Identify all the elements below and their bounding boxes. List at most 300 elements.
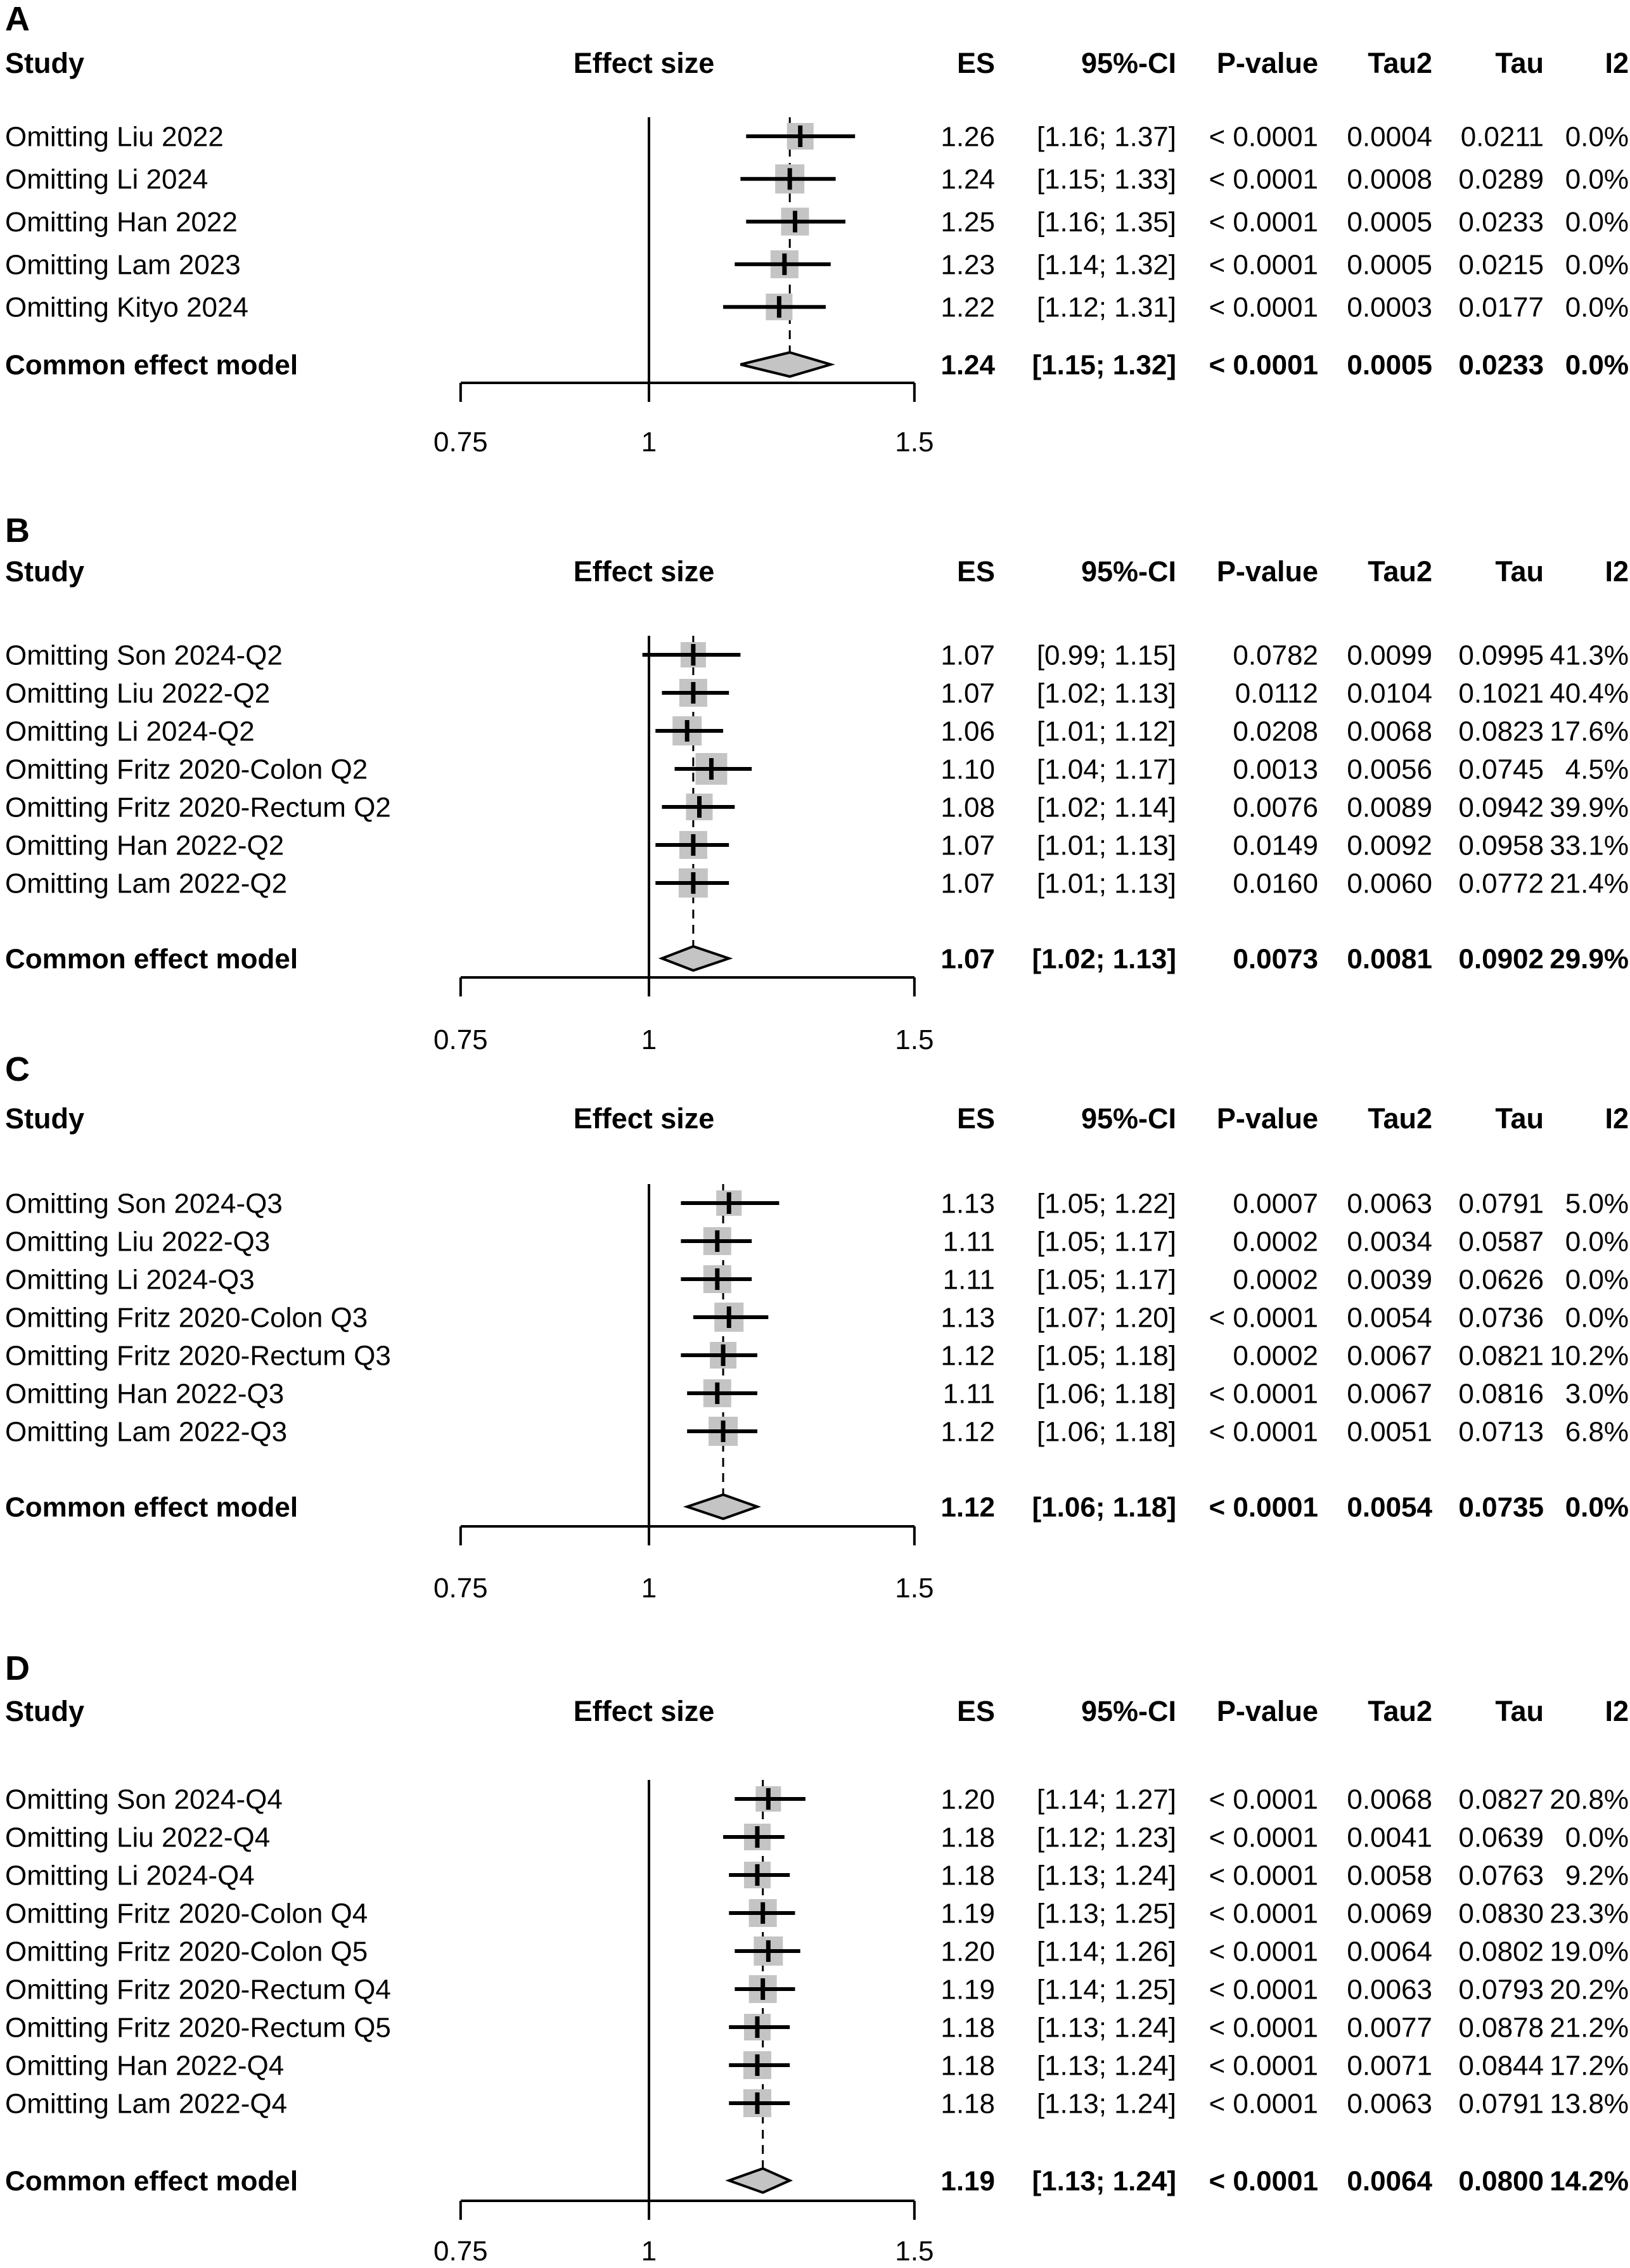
p-value: 0.0002 — [1233, 1264, 1318, 1296]
ci-value: [1.02; 1.14] — [1036, 792, 1176, 823]
tau2-value: 0.0068 — [1347, 716, 1432, 747]
es-value: 1.23 — [940, 249, 995, 281]
forest-row — [5, 2088, 1629, 2119]
forest-row — [5, 1974, 1629, 2005]
common-effect-row — [5, 349, 1629, 380]
forest-row — [5, 249, 1629, 280]
tau-value: 0.0958 — [1458, 830, 1544, 861]
column-header-p-value: P-value — [1216, 1102, 1318, 1135]
i2-value: 33.1% — [1550, 830, 1629, 861]
tau-value: 0.0821 — [1458, 1340, 1544, 1372]
forest-row — [5, 830, 1629, 861]
p-value: 0.0076 — [1233, 792, 1318, 823]
axis-tick-label: 1 — [641, 2236, 657, 2267]
effect-marker — [782, 254, 786, 275]
common-effect-label: Common effect model — [5, 1492, 298, 1523]
axis-tick-label: 1 — [641, 1573, 657, 1604]
es-value: 1.07 — [940, 943, 995, 975]
forest-row — [5, 207, 1629, 238]
tau-value: 0.0942 — [1458, 792, 1544, 823]
es-value: 1.26 — [940, 121, 995, 153]
study-label: Omitting Lam 2022-Q4 — [5, 2088, 288, 2120]
column-header-tau2: Tau2 — [1368, 1695, 1432, 1727]
p-value: < 0.0001 — [1209, 249, 1318, 281]
forest-row — [5, 1416, 1629, 1447]
forest-row — [5, 640, 1629, 671]
es-value: 1.06 — [940, 716, 995, 747]
p-value: < 0.0001 — [1209, 164, 1318, 195]
es-value: 1.19 — [940, 1898, 995, 1930]
common-effect-row — [5, 1492, 1629, 1523]
study-label: Omitting Fritz 2020-Rectum Q5 — [5, 2012, 391, 2044]
pooled-diamond — [729, 2168, 790, 2193]
es-value: 1.25 — [940, 207, 995, 238]
i2-value: 40.4% — [1550, 678, 1629, 709]
column-header-tau2: Tau2 — [1368, 47, 1432, 79]
column-header-i2: I2 — [1605, 1102, 1629, 1135]
tau-value: 0.0827 — [1458, 1784, 1544, 1815]
forest-row — [5, 716, 1629, 747]
forest-row — [5, 2050, 1629, 2081]
ci-value: [1.01; 1.12] — [1036, 716, 1176, 747]
p-value: < 0.0001 — [1209, 2165, 1318, 2197]
p-value: < 0.0001 — [1209, 2088, 1318, 2120]
forest-row — [5, 1264, 1629, 1295]
p-value: < 0.0001 — [1209, 1378, 1318, 1410]
tau2-value: 0.0004 — [1347, 121, 1432, 153]
common-effect-label: Common effect model — [5, 943, 298, 975]
i2-value: 0.0% — [1565, 292, 1629, 323]
pooled-diamond — [662, 946, 729, 970]
forest-row — [5, 1226, 1629, 1257]
study-label: Omitting Li 2024-Q4 — [5, 1860, 255, 1891]
i2-value: 41.3% — [1550, 640, 1629, 671]
study-label: Omitting Lam 2023 — [5, 249, 241, 281]
tau-value: 0.0772 — [1458, 868, 1544, 899]
es-value: 1.07 — [940, 830, 995, 861]
p-value: 0.0112 — [1235, 678, 1318, 709]
axis-tick-label: 1 — [641, 427, 657, 458]
x-axis — [433, 383, 934, 458]
tau-value: 0.0830 — [1458, 1898, 1544, 1930]
p-value: 0.0149 — [1233, 830, 1318, 861]
column-header-ci: 95%-CI — [1081, 1102, 1176, 1135]
effect-marker — [709, 758, 714, 780]
effect-marker — [715, 1382, 719, 1404]
i2-value: 0.0% — [1565, 207, 1629, 238]
es-value: 1.19 — [940, 1974, 995, 2006]
study-label: Omitting Liu 2022-Q4 — [5, 1822, 271, 1853]
forest-row — [5, 1188, 1629, 1219]
i2-value: 0.0% — [1565, 349, 1629, 381]
es-value: 1.18 — [940, 2012, 995, 2044]
effect-marker — [755, 2016, 759, 2038]
study-label: Omitting Fritz 2020-Colon Q5 — [5, 1936, 368, 1968]
study-label: Omitting Fritz 2020-Colon Q2 — [5, 754, 368, 785]
tau-value: 0.0587 — [1458, 1226, 1544, 1258]
column-header-tau: Tau — [1495, 1102, 1544, 1135]
tau2-value: 0.0092 — [1347, 830, 1432, 861]
study-label: Omitting Liu 2022-Q2 — [5, 678, 271, 709]
tau-value: 0.0626 — [1458, 1264, 1544, 1296]
column-header-es: ES — [956, 1102, 995, 1135]
i2-value: 20.8% — [1550, 1784, 1629, 1815]
tau-value: 0.0844 — [1458, 2050, 1544, 2082]
common-effect-row — [5, 943, 1629, 974]
study-label: Omitting Liu 2022 — [5, 121, 224, 153]
tau2-value: 0.0060 — [1347, 868, 1432, 899]
p-value: 0.0160 — [1233, 868, 1318, 899]
effect-marker — [760, 1902, 765, 1924]
column-header-effect-size: Effect size — [573, 555, 715, 588]
tau2-value: 0.0069 — [1347, 1898, 1432, 1930]
x-axis — [433, 1526, 934, 1604]
study-label: Omitting Fritz 2020-Colon Q4 — [5, 1898, 368, 1930]
panel-label: A — [5, 0, 30, 38]
column-header-tau: Tau — [1495, 555, 1544, 588]
study-label: Omitting Han 2022 — [5, 207, 238, 238]
tau2-value: 0.0064 — [1347, 1936, 1432, 1968]
i2-value: 17.2% — [1550, 2050, 1629, 2082]
study-label: Omitting Han 2022-Q4 — [5, 2050, 285, 2082]
tau2-value: 0.0067 — [1347, 1378, 1432, 1410]
ci-value: [1.12; 1.23] — [1036, 1822, 1176, 1853]
effect-marker — [697, 796, 702, 818]
p-value: < 0.0001 — [1209, 1416, 1318, 1448]
tau2-value: 0.0064 — [1347, 2165, 1432, 2197]
tau2-value: 0.0008 — [1347, 164, 1432, 195]
column-header-ci: 95%-CI — [1081, 555, 1176, 588]
tau2-value: 0.0063 — [1347, 2088, 1432, 2120]
forest-row — [5, 1302, 1629, 1333]
tau2-value: 0.0063 — [1347, 1974, 1432, 2006]
tau-value: 0.0735 — [1458, 1492, 1544, 1523]
i2-value: 0.0% — [1565, 164, 1629, 195]
es-value: 1.11 — [942, 1378, 995, 1410]
i2-value: 17.6% — [1550, 716, 1629, 747]
panel-label: C — [5, 1050, 30, 1088]
axis-tick-label: 1.5 — [895, 1573, 934, 1604]
tau-value: 0.0800 — [1458, 2165, 1544, 2197]
axis-tick-label: 1 — [641, 1024, 657, 1055]
effect-marker — [691, 644, 695, 666]
forest-row — [5, 2012, 1629, 2043]
tau2-value: 0.0005 — [1347, 349, 1432, 381]
column-header-es: ES — [956, 555, 995, 588]
ci-value: [1.14; 1.26] — [1036, 1936, 1176, 1968]
forest-row — [5, 292, 1629, 323]
study-label: Omitting Son 2024-Q3 — [5, 1188, 283, 1220]
column-header-i2: I2 — [1605, 47, 1629, 79]
p-value: < 0.0001 — [1209, 349, 1318, 381]
study-label: Omitting Son 2024-Q4 — [5, 1784, 283, 1815]
study-label: Omitting Han 2022-Q2 — [5, 830, 285, 861]
study-label: Omitting Li 2024 — [5, 164, 209, 195]
ci-value: [0.99; 1.15] — [1036, 640, 1176, 671]
study-label: Omitting Kityo 2024 — [5, 292, 248, 323]
study-label: Omitting Son 2024-Q2 — [5, 640, 283, 671]
tau-value: 0.0802 — [1458, 1936, 1544, 1968]
ci-value: [1.14; 1.32] — [1036, 249, 1176, 281]
p-value: 0.0002 — [1233, 1340, 1318, 1372]
column-header-effect-size: Effect size — [573, 1102, 715, 1135]
column-header-i2: I2 — [1605, 555, 1629, 588]
p-value: < 0.0001 — [1209, 2012, 1318, 2044]
axis-tick-label: 0.75 — [433, 427, 488, 458]
x-axis — [433, 2201, 934, 2267]
i2-value: 0.0% — [1565, 1226, 1629, 1258]
effect-marker — [766, 1788, 771, 1810]
ci-value: [1.04; 1.17] — [1036, 754, 1176, 785]
effect-marker — [788, 168, 792, 190]
tau2-value: 0.0034 — [1347, 1226, 1432, 1258]
ci-value: [1.05; 1.22] — [1036, 1188, 1176, 1220]
tau-value: 0.0816 — [1458, 1378, 1544, 1410]
tau2-value: 0.0056 — [1347, 754, 1432, 785]
axis-tick-label: 1.5 — [895, 1024, 934, 1055]
tau-value: 0.0177 — [1458, 292, 1544, 323]
effect-marker — [685, 720, 690, 742]
ci-value: [1.02; 1.13] — [1032, 943, 1176, 975]
tau-value: 0.0878 — [1458, 2012, 1544, 2044]
tau2-value: 0.0058 — [1347, 1860, 1432, 1891]
ci-value: [1.06; 1.18] — [1036, 1416, 1176, 1448]
effect-marker — [691, 872, 695, 894]
column-header-ci: 95%-CI — [1081, 47, 1176, 79]
es-value: 1.11 — [942, 1264, 995, 1296]
es-value: 1.11 — [942, 1226, 995, 1258]
i2-value: 4.5% — [1565, 754, 1629, 785]
i2-value: 5.0% — [1565, 1188, 1629, 1220]
i2-value: 6.8% — [1565, 1416, 1629, 1448]
i2-value: 10.2% — [1550, 1340, 1629, 1372]
study-label: Omitting Liu 2022-Q3 — [5, 1226, 271, 1258]
i2-value: 39.9% — [1550, 792, 1629, 823]
tau2-value: 0.0081 — [1347, 943, 1432, 975]
column-header-tau2: Tau2 — [1368, 1102, 1432, 1135]
axis-tick-label: 1.5 — [895, 427, 934, 458]
p-value: < 0.0001 — [1209, 2050, 1318, 2082]
tau2-value: 0.0003 — [1347, 292, 1432, 323]
es-value: 1.07 — [940, 678, 995, 709]
ci-value: [1.15; 1.33] — [1036, 164, 1176, 195]
ci-value: [1.13; 1.24] — [1036, 2050, 1176, 2082]
axis-tick-label: 1.5 — [895, 2236, 934, 2267]
effect-marker — [727, 1306, 731, 1328]
p-value: 0.0002 — [1233, 1226, 1318, 1258]
tau-value: 0.0793 — [1458, 1974, 1544, 2006]
ci-value: [1.13; 1.24] — [1036, 1860, 1176, 1891]
es-value: 1.22 — [940, 292, 995, 323]
effect-marker — [777, 296, 781, 318]
es-value: 1.19 — [940, 2165, 995, 2197]
axis-tick-label: 0.75 — [433, 1024, 488, 1055]
i2-value: 14.2% — [1550, 2165, 1629, 2197]
tau-value: 0.0215 — [1458, 249, 1544, 281]
tau2-value: 0.0089 — [1347, 792, 1432, 823]
ci-value: [1.15; 1.32] — [1032, 349, 1176, 381]
tau-value: 0.0639 — [1458, 1822, 1544, 1853]
es-value: 1.24 — [940, 164, 995, 195]
i2-value: 0.0% — [1565, 1302, 1629, 1334]
es-value: 1.24 — [940, 349, 995, 381]
es-value: 1.12 — [940, 1416, 995, 1448]
es-value: 1.12 — [940, 1340, 995, 1372]
i2-value: 0.0% — [1565, 1822, 1629, 1853]
panel-label: B — [5, 512, 30, 550]
pooled-diamond — [740, 352, 830, 377]
p-value: < 0.0001 — [1209, 121, 1318, 153]
tau2-value: 0.0063 — [1347, 1188, 1432, 1220]
p-value: < 0.0001 — [1209, 1936, 1318, 1968]
p-value: < 0.0001 — [1209, 1302, 1318, 1334]
p-value: 0.0782 — [1233, 640, 1318, 671]
es-value: 1.18 — [940, 1822, 995, 1853]
ci-value: [1.07; 1.20] — [1036, 1302, 1176, 1334]
es-value: 1.13 — [940, 1302, 995, 1334]
effect-marker — [793, 211, 797, 233]
p-value: < 0.0001 — [1209, 1860, 1318, 1891]
panel-A — [5, 0, 1629, 458]
effect-marker — [798, 126, 802, 147]
es-value: 1.10 — [940, 754, 995, 785]
i2-value: 20.2% — [1550, 1974, 1629, 2006]
study-label: Omitting Fritz 2020-Rectum Q4 — [5, 1974, 391, 2006]
effect-marker — [691, 834, 695, 856]
tau-value: 0.0763 — [1458, 1860, 1544, 1891]
tau2-value: 0.0054 — [1347, 1302, 1432, 1334]
i2-value: 3.0% — [1565, 1378, 1629, 1410]
i2-value: 9.2% — [1565, 1860, 1629, 1891]
forest-row — [5, 868, 1629, 899]
tau-value: 0.0233 — [1458, 349, 1544, 381]
ci-value: [1.16; 1.35] — [1036, 207, 1176, 238]
forest-row — [5, 1378, 1629, 1409]
ci-value: [1.06; 1.18] — [1036, 1378, 1176, 1410]
es-value: 1.20 — [940, 1784, 995, 1815]
p-value: < 0.0001 — [1209, 1898, 1318, 1930]
study-label: Omitting Li 2024-Q2 — [5, 716, 255, 747]
tau2-value: 0.0054 — [1347, 1492, 1432, 1523]
tau2-value: 0.0077 — [1347, 2012, 1432, 2044]
column-header-p-value: P-value — [1216, 1695, 1318, 1727]
tau-value: 0.1021 — [1458, 678, 1544, 709]
ci-value: [1.14; 1.25] — [1036, 1974, 1176, 2006]
p-value: < 0.0001 — [1209, 1822, 1318, 1853]
panel-B — [5, 512, 1629, 1055]
effect-marker — [755, 2092, 759, 2114]
tau-value: 0.0745 — [1458, 754, 1544, 785]
column-header-study: Study — [5, 47, 85, 79]
study-label: Omitting Fritz 2020-Rectum Q3 — [5, 1340, 391, 1372]
ci-value: [1.13; 1.24] — [1036, 2012, 1176, 2044]
effect-marker — [721, 1421, 726, 1442]
ci-value: [1.06; 1.18] — [1032, 1492, 1176, 1523]
column-header-effect-size: Effect size — [573, 1695, 715, 1727]
es-value: 1.12 — [940, 1492, 995, 1523]
p-value: < 0.0001 — [1209, 292, 1318, 323]
tau-value: 0.0289 — [1458, 164, 1544, 195]
p-value: 0.0007 — [1233, 1188, 1318, 1220]
tau2-value: 0.0071 — [1347, 2050, 1432, 2082]
ci-value: [1.05; 1.17] — [1036, 1264, 1176, 1296]
effect-marker — [727, 1192, 731, 1214]
column-header-tau: Tau — [1495, 47, 1544, 79]
i2-value: 0.0% — [1565, 249, 1629, 281]
tau-value: 0.0233 — [1458, 207, 1544, 238]
es-value: 1.18 — [940, 2088, 995, 2120]
forest-row — [5, 1936, 1629, 1967]
p-value: < 0.0001 — [1209, 207, 1318, 238]
es-value: 1.18 — [940, 1860, 995, 1891]
i2-value: 29.9% — [1550, 943, 1629, 975]
study-label: Omitting Han 2022-Q3 — [5, 1378, 285, 1410]
tau-value: 0.0713 — [1458, 1416, 1544, 1448]
tau2-value: 0.0039 — [1347, 1264, 1432, 1296]
i2-value: 13.8% — [1550, 2088, 1629, 2120]
study-label: Omitting Lam 2022-Q3 — [5, 1416, 288, 1448]
forest-row — [5, 792, 1629, 823]
forest-row — [5, 1822, 1629, 1853]
forest-row — [5, 164, 1629, 195]
p-value: < 0.0001 — [1209, 1974, 1318, 2006]
tau-value: 0.0791 — [1458, 2088, 1544, 2120]
column-header-es: ES — [956, 1695, 995, 1727]
i2-value: 21.2% — [1550, 2012, 1629, 2044]
i2-value: 0.0% — [1565, 1492, 1629, 1523]
tau-value: 0.0902 — [1458, 943, 1544, 975]
effect-marker — [755, 2054, 759, 2076]
tau2-value: 0.0068 — [1347, 1784, 1432, 1815]
ci-value: [1.13; 1.24] — [1032, 2165, 1176, 2197]
es-value: 1.07 — [940, 640, 995, 671]
study-label: Omitting Fritz 2020-Colon Q3 — [5, 1302, 368, 1334]
ci-value: [1.01; 1.13] — [1036, 830, 1176, 861]
study-label: Omitting Li 2024-Q3 — [5, 1264, 255, 1296]
x-axis — [433, 977, 934, 1055]
panel-D — [5, 1649, 1629, 2267]
ci-value: [1.12; 1.31] — [1036, 292, 1176, 323]
p-value: 0.0013 — [1233, 754, 1318, 785]
effect-marker — [715, 1230, 719, 1252]
ci-value: [1.16; 1.37] — [1036, 121, 1176, 153]
study-label: Omitting Lam 2022-Q2 — [5, 868, 288, 899]
tau2-value: 0.0051 — [1347, 1416, 1432, 1448]
column-header-p-value: P-value — [1216, 555, 1318, 588]
column-header-es: ES — [956, 47, 995, 79]
tau-value: 0.0736 — [1458, 1302, 1544, 1334]
forest-row — [5, 678, 1629, 709]
tau-value: 0.0823 — [1458, 716, 1544, 747]
forest-row — [5, 1860, 1629, 1891]
p-value: < 0.0001 — [1209, 1784, 1318, 1815]
effect-marker — [766, 1940, 771, 1962]
forest-row — [5, 1898, 1629, 1929]
effect-marker — [755, 1864, 759, 1886]
tau-value: 0.0211 — [1460, 121, 1544, 153]
p-value: < 0.0001 — [1209, 1492, 1318, 1523]
column-header-tau: Tau — [1495, 1695, 1544, 1727]
column-header-i2: I2 — [1605, 1695, 1629, 1727]
axis-tick-label: 0.75 — [433, 1573, 488, 1604]
tau2-value: 0.0104 — [1347, 678, 1432, 709]
common-effect-label: Common effect model — [5, 349, 298, 381]
tau2-value: 0.0005 — [1347, 249, 1432, 281]
ci-value: [1.13; 1.25] — [1036, 1898, 1176, 1930]
pooled-diamond — [687, 1495, 757, 1519]
tau-value: 0.0995 — [1458, 640, 1544, 671]
es-value: 1.07 — [940, 868, 995, 899]
